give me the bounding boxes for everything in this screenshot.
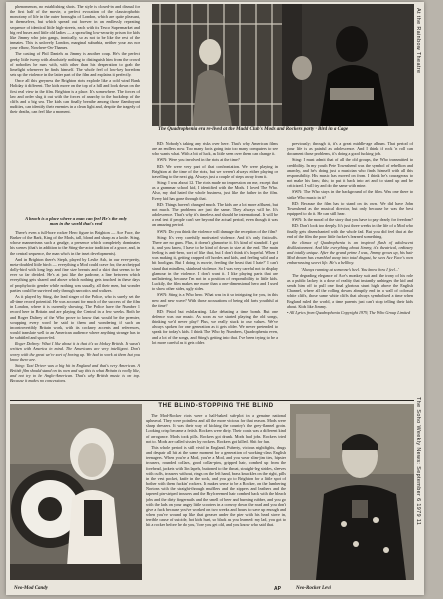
sidebar-byline: AP: [274, 586, 281, 592]
photo-image: [152, 4, 414, 126]
article-italic-paragraph: the climax of Quadrophenia is an inspired flash of adolescent disillusionment. And like everything about Jimmy, it's theatrical, ordinary and totally unique. After the grand prime I was, Jimmy grows up, his hair Mod dream has crumbled away into total disgust, he sees Ace Face's own embarrassing secret life. He's a bellboy.: [287, 239, 413, 266]
article-paragraph: Roger Daltrey: What I like about it is that it's so blokey British. It wasn't written with America in mind. The Americans are very intelligent. Don't worry with the great we're sort of boring up. We had to work at them but you know there are.: [10, 341, 140, 362]
article-paragraph: Once all this greyness the Brighton riots explode like a cold wind Bank Holiday it different. The kids move on the top of a hill and look down on the first real view in the film. Brighton is a place. It's somewhere. The forces of law and order slug it out with the forces of anarchy to the backdrop of the cliffs and a big sea. The kids can finally breathe among those flamboyant nudities, can identify their enemies in a clean light and, despite the tragedy of their deaths, can feel like a moment.: [10, 78, 140, 115]
article-paragraph: SWN: Do you think the violence will damage the reception of the film?: [157, 228, 278, 234]
article-paragraph: As it played by Sting, the lead singer of the Police, who is surely set the all-time record potential. He was account for much of the success of the film in London, where it is currently showing. The Police have the Number 1 record here in Britain and are playing the Central in a few weeks. Both he and Roger Daltrey of the Who prove to know that would be the premier, scrapping every word he said to them and wondering if such an incontrovertibly Britain work, with its cockney accents and references, would translate well to an American audience where anything strange has to be subtitled and spoon-fed.: [10, 293, 140, 341]
masthead-side-top: At the Rainbow Theatre: [415, 8, 421, 74]
article-paragraph: SWN: Sting is a Who hero. What was in it so intriguing for you, in this new and new wave? With those accusations of being old farts youthful at the time?: [152, 292, 278, 308]
lyrics-credit: • All Lyrics from Quadrophenia Copyright 1979, The Who Group Limited: [287, 309, 411, 315]
article-paragraph: The casting of Phil Daniels as Jimmy is another coup. He's the perfect geeky little twerp with absolutely nothing to distinguish him from the crowd of nobodies he runs with, with other than his desperation to grab the limelight whenever he finds himself. The whole feel of low-key boredom sets up the violence in the latter part of the film and explains it perfectly.: [10, 51, 140, 78]
article-paragraph: SWN: The Who stays in the background of the film. Was one there to strike Who music in it?: [287, 189, 413, 200]
photo-top-caption: The Quadrophenia era re-lived at the Mudd Club's Mods and Rockers party · Bird in a Cage: [158, 127, 349, 132]
sidebar-paragraph: This whole period is still vivid in England. Puberty, vicious nightfights, drugs and despair all hit at the same moment for a generation of working-class English teenagers. When you're a Mod, you're a Mod, and you wear slim-jim ties, hipster trousers, rounded collars, good collar-pins, gripped hair, combed up from the forehead, jackets with 3in lapels, buttoned to the throat, straight-leg strides, sleeves with cuffs, trousers without, rings on the left hand, brass knuckles on the right, pills in the vest pocket, knife in the sock, and you go to Brighton for a little spot of bother with them fuckin' rockers. It makes sense to be a Rocker, on the lumbering Nortons with the straight-through mufflers and the zippers and leathers and the tapered pin-striped trousers and the Brylcreemed hair combed back with the bleach jobs and the dirty fingernails and the smell of beer and burning rubber, and you go with the lads on your angry little scooters in a convoy down the road and you don't give a fuck because you've worked on two weeks and hours to save up enough and when you've wound up like that greaser under the pier with his head stove in, terrible cause of suicide, hot kids hurt, so black as you learned: my lad, you got to hit a rocker before he do you, 'fore you get old, and you know who said that.: [146, 444, 286, 528]
article-paragraph: There's even a full-bore rocker Hero figure in Brighton — Ace Face, the Barker of the Bark, King of the Mods, tall, blond and sharp as a knife. Sting, whose mannerisms such a grudge, a presence which completely dominates his scenes (that's in addition to the Sting-the-actor tradition of a grace, and, in the central sequence, the man who's in the inset developments).: [10, 230, 140, 256]
sidebar-top-rule: [10, 400, 414, 401]
pullquote: A beach is a place where a man can feel He's the only man in the world that's real: [25, 216, 127, 227]
article-paragraph: RD: Things haven't changed much. The kids are a lot more affluent, but not much. The problems are just the same. They always will be. It's adolescence. That's why it's timeless and should be international. It will be a real test if people can't see beyond the actual period, even though it was an amazing period.: [152, 201, 278, 228]
article-paragraph: And in Brighton there's Steph, played by Leslie Ash, in our ever-pretty, meta-doubled little birch — everything a Mod could crave for, the archetypal dolly-bird with long legs and fine size breasts and a skirt that seems to be ever so far divided. He's at just like the padrone, a line between which everything gets shared and above which nothing gets touched in these days of prophylactic gender while nothing was usually, all their men, but wonder parties could be survived only through narcotics and waltzes.: [10, 256, 140, 293]
article-paragraph: RD: Because the film has to stand on its own. We did have John Townshend as the musical director, but only because he was the best equipped to do it. He can still hear.: [287, 200, 413, 217]
article-paragraph: RD: Pistol but exhilarating. Like debating a time bomb. But one defence was our music. As soon as we started playing the old songs, thinking we'd never play? Plus, we really stuck to our values. We've always spoken for one generation as it gets older. We never pretended to speak for today's kids. I think The Who by Numbers, Quadrophenia even, and a lot of the songs, and Sting's getting into that. I've been trying to be a lot more careful as it gets older.: [152, 308, 278, 345]
article-paragraph: Sting: Taxi Driver was a big hit in England and that's very American. A British film should stand on its own and say this is what Britain is really like, and not try to be Anglo-American. That's why British music is on top. Because it makes no concessions.: [10, 362, 140, 384]
article-paragraph: RD: Don't look too deeply. It's just three weeks in the life of a Mod who finally gets disenchanted with the whole fad. But you did feel that at the end of the film the poor little fucker's learned something.: [287, 223, 413, 239]
photo-left-caption: Neo-Mod Candy: [14, 586, 49, 591]
lyric-quote: 'Always running at someone's heel. You know how I feel...': [301, 266, 399, 272]
article-paragraph: SWN: Were you involved in the riots at the time?: [157, 157, 240, 163]
photo-neo-mod-candy: [10, 404, 142, 580]
article-column-1b: [10, 230, 140, 396]
article-paragraph: SWN: Is the moral of the story that you have to pay dearly for freedom?: [292, 217, 413, 223]
article-column-1: [10, 4, 140, 214]
sidebar-body: [146, 413, 286, 585]
article-column-3: [287, 141, 413, 394]
article-paragraph: Sting: I must admit that of all the old groups, the Who transmitted to credibility. In my youth Pete Townshend was the symbol of rebellion and anarchy, and he's doing just a musician who finds himself with all this responsibility. His music has moved on from. I think he's courageous to not make his fans; this; to put it back into art and to stand up and be criticized. I will try and do the same with mine.: [287, 157, 413, 189]
article-column-2: [152, 141, 278, 394]
photo-image: [10, 404, 142, 580]
article-paragraph: previously; through it, it's a great middle-age album. That period of your life is as painful as adolescence. And I think if rock 'n roll can document those problems, it's doing a good fucking job.: [287, 141, 413, 157]
article-paragraph: Sting: It's very carefully motivated violence. And it's only fisticuffs. There are no guns. Plus, it doesn't glamorise it. It's kind of standoff. I got it, and you know, I have to be kind of down to size at the end. The main feeling is anti-hero, sort of like that, but I don't think it's hopeful. When I was making it, getting crapped off hordes and kids, and feeling wild and a bit hooligan. But I doing is movie, feeding the beast that I hate?' I can't stand that mindless, skinhead violence. So I was very careful not to display glamour in the violence. I don't want it. I like playing parts that are unflattering, because I'm not in a position of responsibility to little kids. Luckily, the film makes me more than a one-dimensional hero and I used to show other sides, ugly sides.: [152, 234, 278, 292]
sidebar-paragraph: The Mod-Rocker riots were a half-baked sub-plot in a genuine national upheaval. They were pointless and all the more vicious for that reason. Mods were sharp dressers. It was their way of kicking the country's the grey-flannel groin. Looking crisp became a fetish. Rockers were dirty. Their coats was a different kind of arrogance. Mods took pills. Rockers got drunk. Mods had jobs. Rockers tried not to. Mods are called sissies by rockers. Rockers got killed. Shit for fun.: [146, 413, 286, 444]
photo-neo-rocker-levi: [290, 404, 414, 580]
article-paragraph: RD: Nobody's taking any risks over here. That's why American films are an endless now. Too many facts going into too many computers to see who wants what. With a bit of luck, as little seen over them can change it.: [152, 141, 278, 157]
article-paragraph: The degrading elegance of Ace's monkey suit and the irony of his role as a public lackey is a dose of reality that instantly unhinges the kid and sends him off to pull one final glorious stunt high above the English Channel, where all the rolling downs abruptly end in a wall of colossal white cliffs, those same white cliffs that always symbolised a time when England ruled the world, a time parents just can't stop telling their kids about. Kids like Jimmy.: [287, 272, 413, 309]
newspaper-page: [6, 2, 424, 595]
article-paragraph: phenomenon, no establishing shots. The style is closed-in and dismal for the first half of the movie, a perfect evocation of the claustrophobic monotony of life in the outer boroughs of London, which are quite pleasant, in themselves, but which spread out forever in an endlessly repeating sequence of identical little high-streets, each with its Tesco Supermarket and big red buses and little old ladies — a sprawling low-security prison for kids like Jimmy who join gangs, ironically, so as not to be like the rest of the inmates. This is unlovely London, marginal suburbia, neither your ass nor your elbow, Nowhere-On-Thames.: [10, 4, 140, 51]
article-paragraph: Sting: I was about 12. The riots made no impression on me, except that as a grammar school kid, I identified with the Mods. I loved The Who. Also, my dad hated the whole business, just like the father in the film. Every kid has gone through that.: [152, 180, 278, 201]
photo-right-caption: Neo-Rocker Levi: [296, 586, 331, 591]
sidebar-heading: THE BLIND-STOPPING THE BLIND: [158, 403, 274, 409]
photo-image: [290, 404, 414, 580]
photo-mods-rockers-party: [152, 4, 414, 126]
article-paragraph: RD: We were very part of that confrontation. We were playing in Brighton at the time of the riots, but we weren't always either playing or travelling to the next gig. Always just a couple of steps away from it.: [152, 163, 278, 179]
masthead-side-bottom: The Soho Weekly News: September 6 1979 11: [415, 397, 421, 526]
